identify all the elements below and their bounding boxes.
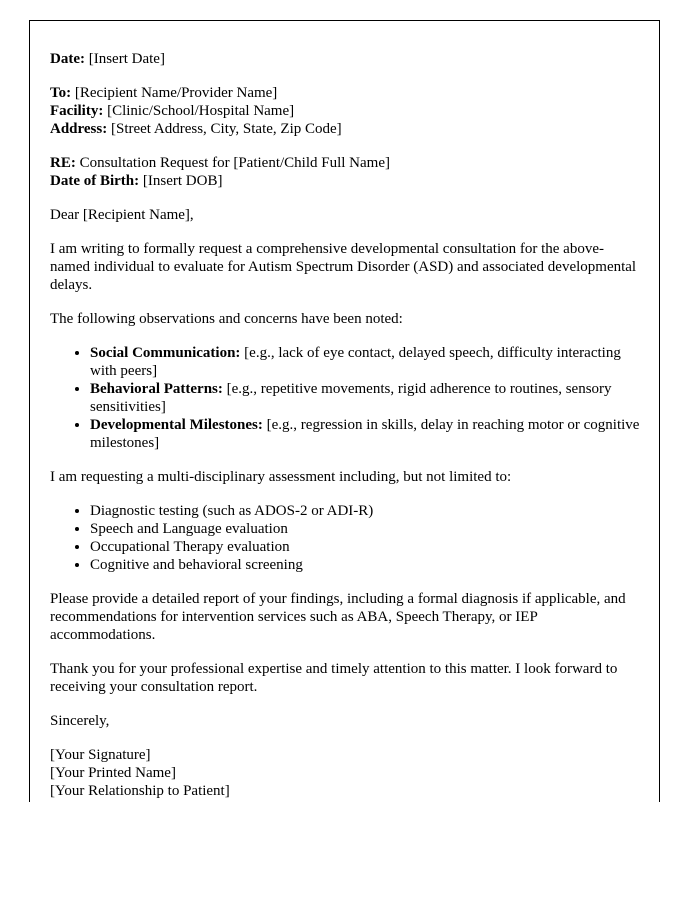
signature-line: [Your Signature] — [50, 747, 151, 763]
closing: Sincerely, — [50, 713, 110, 729]
observations-intro: The following observations and concerns have been noted: — [50, 311, 403, 327]
address-value: [Street Address, City, State, Zip Code] — [110, 121, 342, 137]
assessments-list — [50, 502, 640, 574]
assessment-item: • Occupational Therapy evaluation — [90, 538, 640, 556]
re-line — [50, 154, 640, 172]
dob-value: [Insert DOB] — [142, 173, 223, 189]
report-request-paragraph: Please provide a detailed report of your findings, including a formal diagnosis if applicable, and recommendations for intervention services such as ABA, Speech Therapy, or IEP accommodations. — [50, 591, 626, 643]
date-block — [50, 50, 640, 68]
observation-label: Developmental Milestones: — [90, 417, 263, 433]
assessment-intro: I am requesting a multi-disciplinary assessment including, but not limited to: — [50, 469, 512, 485]
thanks-paragraph: Thank you for your professional expertise and timely attention to this matter. I look forward to receiving your consultation report. — [50, 661, 618, 695]
date-value: [Insert Date] — [88, 51, 165, 67]
address-label: Address: — [50, 121, 108, 137]
re-label: RE: — [50, 155, 76, 171]
to-label: To: — [50, 85, 72, 101]
observation-text: [e.g., repetitive movements, rigid adherence to routines, sensory sensitivities] — [90, 381, 612, 415]
observation-item — [90, 416, 640, 452]
observation-text: [e.g., lack of eye contact, delayed speech, difficulty interacting with peers] — [90, 345, 621, 379]
salutation: Dear [Recipient Name], — [50, 207, 194, 223]
facility-label: Facility: — [50, 103, 104, 119]
to-value: [Recipient Name/Provider Name] — [74, 85, 278, 101]
observation-item — [90, 344, 640, 380]
date-line — [50, 50, 640, 68]
observation-text: [e.g., regression in skills, delay in reaching motor or cognitive milestones] — [90, 417, 640, 451]
observation-item — [90, 380, 640, 416]
letter-body — [50, 50, 640, 816]
assessment-item: • Diagnostic testing (such as ADOS-2 or ADI-R) — [90, 502, 640, 520]
dob-line — [50, 172, 640, 190]
re-block — [50, 154, 640, 190]
observations-list — [50, 344, 640, 452]
facility-line — [50, 102, 640, 120]
printed-name-line: [Your Printed Name] — [50, 765, 176, 781]
signature-block — [50, 746, 640, 800]
observation-label: Behavioral Patterns: — [90, 381, 223, 397]
letter-page — [29, 20, 660, 802]
dob-label: Date of Birth: — [50, 173, 140, 189]
recipient-block — [50, 84, 640, 138]
assessment-item: • Speech and Language evaluation — [90, 520, 640, 538]
observation-label: Social Communication: — [90, 345, 241, 361]
re-value: Consultation Request for [Patient/Child Full Name] — [79, 155, 390, 171]
address-line — [50, 120, 640, 138]
date-label: Date: — [50, 51, 85, 67]
assessment-item: • Cognitive and behavioral screening — [90, 556, 640, 574]
intro-paragraph: I am writing to formally request a comprehensive developmental consultation for the above-named individual to evaluate for Autism Spectrum Disorder (ASD) and associated developmental delays. — [50, 241, 637, 293]
to-line — [50, 84, 640, 102]
facility-value: [Clinic/School/Hospital Name] — [107, 103, 295, 119]
relationship-line: [Your Relationship to Patient] — [50, 783, 230, 799]
